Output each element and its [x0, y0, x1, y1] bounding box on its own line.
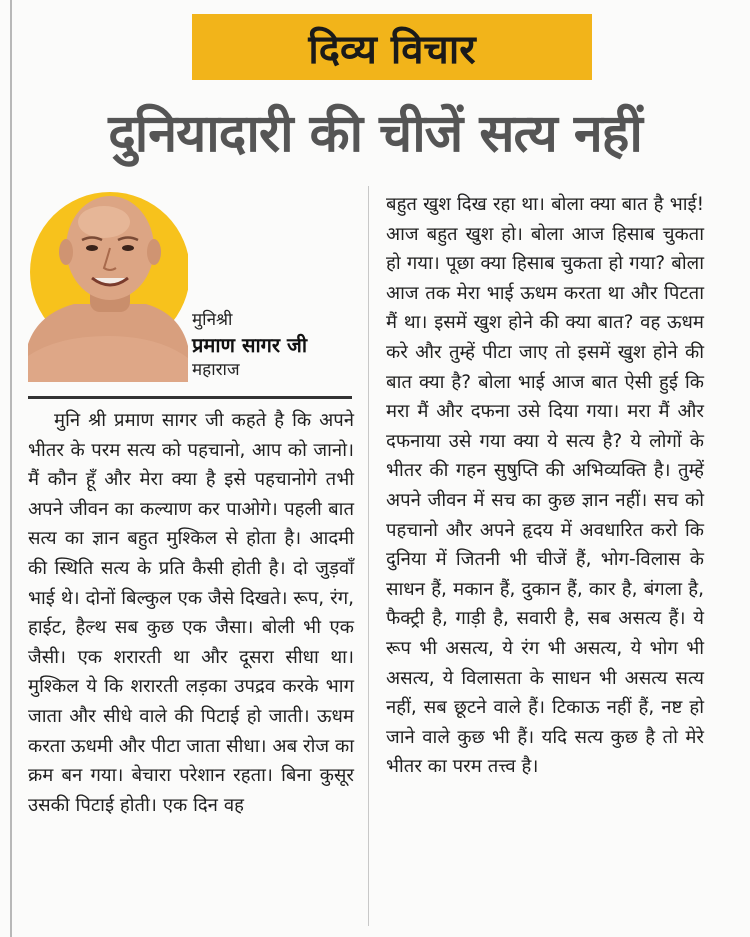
author-portrait	[28, 186, 188, 382]
byline-prefix: मुनिश्री	[192, 310, 233, 330]
headline: दुनियादारी की चीजें सत्य नहीं	[108, 104, 642, 164]
column-divider	[368, 186, 369, 926]
byline-divider	[28, 396, 352, 399]
author-byline	[192, 308, 362, 382]
byline-suffix: महाराज	[192, 360, 240, 380]
section-title: दिव्य विचार	[308, 26, 476, 73]
article-column-left: मुनि श्री प्रमाण सागर जी कहते है कि अपने भीतर के परम सत्य को पहचानो, आप को जानो। मैं कौन हूँ और मेरा क्या है इसे पहचानोगे तभी अपने जीवन का कल्याण कर पाओगे। पहली बात सत्य का ज्ञान बहुत मुश्किल से होता है। आदमी की स्थिति सत्य के प्रति कैसी होती है। दो जुड़वाँ भाई थे। दोनों बिल्कुल एक जैसे दिखते। रूप, रंग, हाईट, हैल्थ सब कुछ एक जैसा। बोली भी एक जैसी। एक शरारती था और दूसरा सीधा था। मुश्किल ये कि शरारती लड़का उपद्रव करके भाग जाता और सीधे वाले की पिटाई हो जाती। ऊधम करता ऊधमी और पीटा जाता सीधा। अब रोज का क्रम बन गया। बेचारा परेशान रहता। बिना कुसूर उसकी पिटाई होती। एक दिन वह	[28, 410, 354, 816]
section-banner	[192, 14, 592, 80]
article-column-right: बहुत खुश दिख रहा था। बोला क्या बात है भाई! आज बहुत खुश हो। बोला आज हिसाब चुकता हो गया। पूछा क्या हिसाब चुकता हो गया? बोला आज तक मेरा भाई ऊधम करता था और पिटता मैं था। इसमें खुश होने की क्या बात? वह ऊधम करे और तुम्हें पीटा जाए तो इसमें खुश होने की बात क्या है? बोला भाई आज बात ऐसी हुई कि मरा मैं और दफना उसे दिया गया। मरा मैं और दफनाया उसे गया क्या ये सत्य है? ये लोगों के भीतर की गहन सुषुप्ति की अभिव्यक्ति है। तुम्हें अपने जीवन में सच का कुछ ज्ञान नहीं। सच को पहचानो और अपने हृदय में अवधारित करो कि दुनिया में जितनी भी चीजें हैं, भोग-विलास के साधन हैं, मकान हैं, दुकान हैं, कार है, बंगला है, फैक्ट्री है, गाड़ी है, सवारी है, सब असत्य हैं। ये रूप भी असत्य, ये रंग भी असत्य, ये भोग भी असत्य, ये विलासता के साधन भी असत्य सत्य नहीं, सब छूटने वाले हैं। टिकाऊ नहीं हैं, नष्ट हो जाने वाले कुछ भी हैं। यदि सत्य कुछ है तो मेरे भीतर का परम तत्त्व है।	[386, 194, 704, 778]
author-name: प्रमाण सागर जी	[192, 333, 308, 357]
